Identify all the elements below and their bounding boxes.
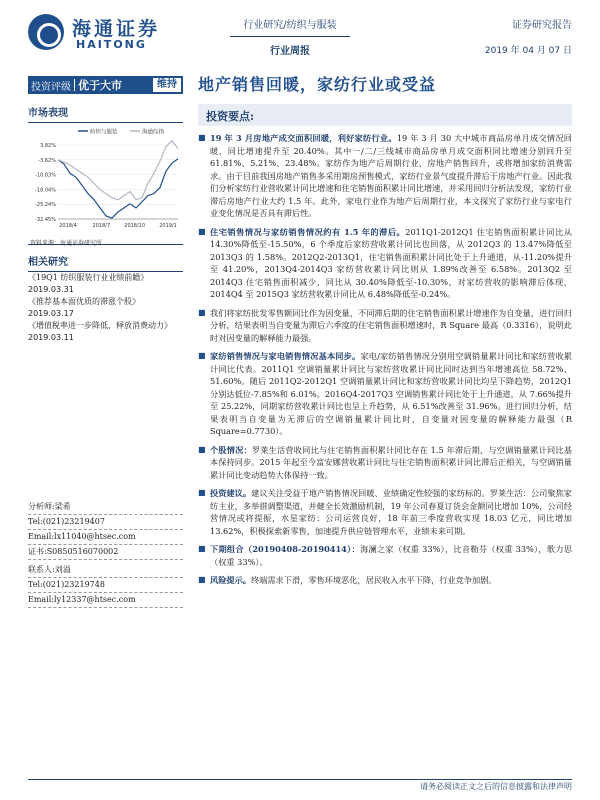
analyst-contacts: [28, 500, 183, 608]
contact-tel: Tel:(021)23219748: [28, 578, 183, 593]
report-category: 行业研究/纺织与服装: [230, 16, 350, 37]
analyst-email[interactable]: Email:lx11040@htsec.com: [28, 530, 183, 545]
paragraph-lead: 家纺销售情况与家电销售情况基本同步。: [210, 351, 361, 361]
paragraph-text: 2011Q1-2012Q1 住宅销售面积累计同比从 14.30%降低至-15.50%，6 个季度后家纺营收累计同比也回落，从 2012Q3 的 13.47%降低至 2013Q3 的 1.58%。2012Q2-2013Q1，住宅销售面积累计同比处于上升通道，从-11.20%提升至 41.20%，2013Q4-2014Q3 家纺营收累计同比则从 1.89%改善至 6.58%。2013Q2 至 2014Q3 住宅销售面积减少，同比从 30.40%降低至-10.30%，对家纺营收的影响滞后体现，2014Q4 至 2015Q3 家纺营收累计同比从 6.48%降低至-0.24%。: [210, 226, 572, 299]
series-line: [58, 141, 178, 200]
y-tick-label: -10.83%: [35, 172, 56, 179]
y-tick-label: 3.82%: [40, 143, 56, 149]
y-tick-label: -3.62%: [38, 157, 56, 164]
chart-source: 资料来源：海通证券研究所: [30, 240, 103, 247]
paragraph: [198, 307, 572, 345]
related-item-title[interactable]: 《推荐基本面优质的滞涨个股》: [28, 297, 140, 306]
y-tick-label: -32.45%: [35, 217, 56, 223]
report-label: 证券研究报告: [512, 20, 572, 31]
rating-bar: [28, 76, 183, 94]
analyst-cert: 证书:S0850516070002: [28, 545, 183, 560]
x-tick-label: 2019/1: [159, 223, 177, 229]
x-tick-label: 2018/7: [92, 223, 111, 229]
legend-label: 海通综指: [142, 129, 165, 136]
x-tick-label: 2018/10: [124, 223, 146, 229]
analyst-name: 分析师:梁希: [28, 500, 183, 515]
paragraph-lead: 住宅销售情况与家纺销售情况约有 1.5 年的滞后。: [210, 226, 406, 237]
related-item-title[interactable]: 《19Q1 纺织服装行业业绩前瞻》: [28, 273, 149, 282]
main-content: [198, 104, 572, 587]
paragraph-lead: 投资建议。: [210, 488, 252, 498]
paragraph-text: 终端需求下滑，零售环境恶化，居民收入水平下降，行业竞争加剧。: [250, 575, 497, 585]
key-points-heading: 投资要点:: [198, 104, 572, 126]
logo-emblem-icon: [28, 14, 64, 50]
header-center: [230, 16, 350, 57]
related-item-date: 2019.03.11: [28, 333, 74, 342]
paragraph-text: 海澜之家（权重 33%），比音勒芬（权重 33%），歌力思（权重 33%）。: [210, 544, 572, 567]
paragraph-lead: 风险提示。: [210, 575, 251, 585]
paragraph-lead: 个股情况：: [210, 444, 252, 455]
paragraph: [198, 543, 572, 568]
related-list: [28, 272, 183, 344]
series-line: [58, 159, 178, 218]
paragraph-text: 家电/家纺销售情况分别用空调销量累计同比和家纺营收累计同比代表。2011Q1 空调销量累计同比与家纺营收累计同比同时达到当年增速高位 58.72%、51.60%。随后 2011Q2-2012Q1 空调销量累计同比和家纺营收累计同比均呈下降趋势，2012Q1 分别达低位-7.85%和 6.01%。2016Q4-2017Q3 空调销售累计同比处于上升通道，从 7.66%提升至 25.22%，同期家纺营收累计同比也呈上升趋势，从 6.51%改善至 31.96%。进行回归分析，结果表明当自变量为无滞后的空调销量累计同比时，自变量对因变量的解释能力最强（R Square=0.7730）。: [210, 351, 572, 436]
paragraph-text: 建议关注受益于地产销售情况回暖、业绩确定性较强的家纺标的。罗莱生活：公司聚焦家纺主业，多举措调整渠道，并健全长效激励机制，19 年公司春夏订货会金额同比增加 10%，公司经营情况或将提振，水星家纺：公司运营良好，18 年前三季度营收实现 18.03 亿元，同比增加 13.62%，积极探索新零售，加速提升供应链管理水平，业绩未来可期。: [210, 488, 572, 536]
page-title: 地产销售回暖，家纺行业或受益: [198, 75, 437, 94]
footer-disclaimer: 请务必阅读正文之后的信息披露和法律声明: [420, 782, 572, 791]
paragraph: [198, 444, 572, 482]
market-chart: [28, 123, 183, 245]
related-item-title[interactable]: 《增值税率进一步降低，释放消费动力》: [28, 321, 172, 330]
x-tick-label: 2018/4: [59, 223, 77, 229]
y-tick-label: -25.24%: [35, 202, 56, 209]
paragraph-lead: 下期组合（20190408-20190414）：: [210, 544, 360, 554]
report-type: 行业周报: [270, 46, 310, 57]
market-heading: 市场表现: [28, 100, 183, 123]
rating-label: 投资评级: [31, 81, 71, 93]
y-tick-label: -18.04%: [35, 187, 56, 194]
paragraph: [198, 226, 572, 301]
legend-label: 纺织与服装: [90, 129, 118, 136]
header-right: [485, 16, 572, 56]
contact-name: 联系人:刘溢: [28, 563, 183, 578]
related-item-date: 2019.03.31: [28, 285, 74, 294]
paragraph-text: 我们将家纺批发零售额同比作为因变量，不同滞后期的住宅销售面积累计增速作为自变量，进行回归分析，结果表明当自变量为滞后六季度的住宅销售面积增速时，R Square 最高（0.3316），说明此时对因变量的解释能力最强。: [210, 307, 572, 343]
analyst-tel: Tel:(021)23219407: [28, 515, 183, 530]
paragraph-text: 罗莱生活营收同比与住宅销售面积累计同比存在 1.5 年滞后期，与空调销量累计同比基本保持同步。2015 年起至今富安娜营收累计同比与住宅销售面积累计同比滞后正相关，与空调销量累计同比变动趋势大体保持一致。: [210, 444, 572, 480]
haitong-logo: [28, 14, 178, 54]
rating-status: 维持: [153, 78, 181, 92]
contact-email[interactable]: Email:ly12337@htsec.com: [28, 593, 183, 608]
logo-english: HAITONG: [76, 38, 147, 51]
market-performance-chart: [28, 123, 183, 231]
report-date: 2019 年 04 月 07 日: [484, 46, 572, 56]
paragraph-text: 19 年 3 月 30 大中城市商品房单月成交情况回暖，同比增速提升至 20.40%。其中一/二/三线城市商品房单月成交面积同比增速分别回升至 61.81%、5.21%、23.48%。家纺作为地产后周期行业，房地产销售回升，或将增加家纺消费需求。由于目前我国房地产销售多采用期房预售模式，家纺行业景气度提升滞后于房地产行业。因此我们分析家纺行业营收累计同比增速和住宅销售面积累计同比增速，并采用回归分析法发现，家纺行业滞后房地产行业大约 1.5 年。此外，家电行业作为地产后周期行业，本文探究了家纺行业与家电行业变化情况是否具有滞后性。: [210, 133, 572, 218]
paragraph: [198, 487, 572, 537]
logo-chinese: 海通证券: [72, 18, 161, 40]
paragraph: [198, 132, 572, 220]
paragraph: [198, 350, 572, 438]
related-heading: 相关研究: [28, 249, 183, 272]
paragraph-lead: 19 年 3 月房地产成交面积回暖，利好家纺行业。: [210, 133, 397, 143]
rating-value: 优于大市: [78, 79, 122, 92]
paragraph: [198, 574, 572, 587]
related-item-date: 2019.03.17: [28, 309, 74, 318]
left-sidebar: [28, 100, 183, 344]
footer-divider: [28, 779, 572, 780]
